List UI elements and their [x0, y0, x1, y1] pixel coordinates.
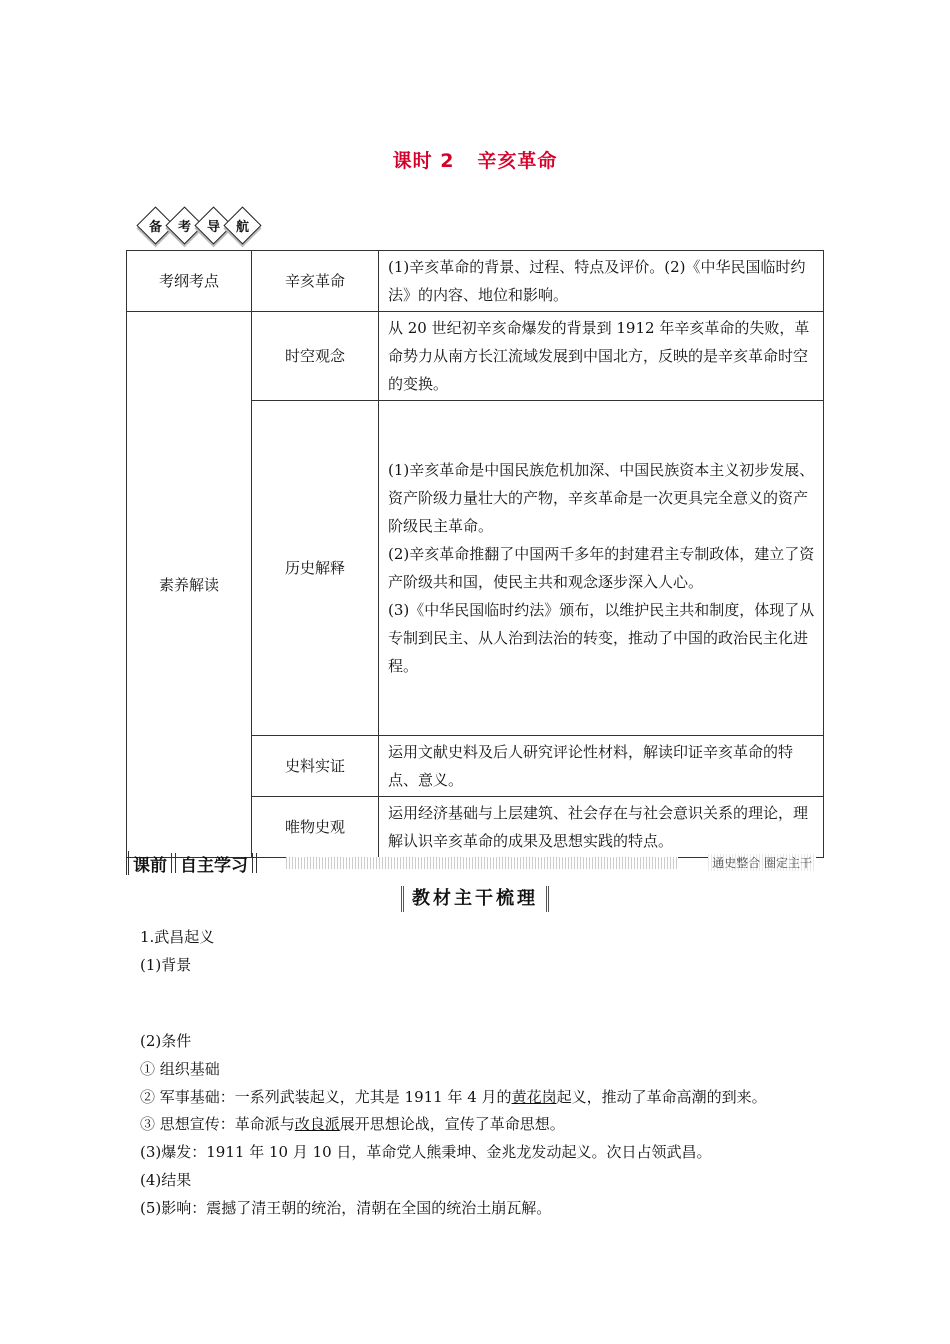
condition-organization: ① 组织基础 [140, 1060, 220, 1078]
badge-diamond: 导 [194, 206, 232, 244]
badge-diamond: 备 [136, 206, 174, 244]
section-divider [286, 857, 678, 869]
lesson-title [0, 146, 950, 173]
table-cell: 考纲考点 [127, 251, 252, 312]
item-impact: (5)影响：震撼了清王朝的统治，清朝在全国的统治土崩瓦解。 [140, 1199, 552, 1217]
group-label: 素养解读 [127, 312, 252, 858]
table-row [127, 312, 824, 401]
item-result: (4)结果 [140, 1171, 192, 1189]
explanation-line: (3)《中华民国临时约法》颁布，以维护民主共和制度，体现了从专制到民主、从人治到法治的转变，推动了中国的政治民主化进程。 [388, 601, 815, 675]
table-cell: 时空观念 [252, 312, 379, 401]
table-cell: 史料实证 [252, 736, 379, 797]
badge-diamond: 考 [165, 206, 203, 244]
underlined-term: 黄花岗 [511, 1088, 557, 1106]
condition-military: ② 军事基础：一系列武装起义，尤其是 1911 年 4 月的黄花岗起义，推动了革命高潮的到来。 [140, 1088, 767, 1106]
underlined-term: 改良派 [294, 1115, 340, 1133]
table-cell: 辛亥革命 [252, 251, 379, 312]
table-cell: 运用经济基础与上层建筑、社会存在与社会意识关系的理论，理解认识辛亥革命的成果及思想实践的特点。 [379, 797, 824, 858]
item-outbreak: (3)爆发：1911 年 10 月 10 日，革命党人熊秉坤、金兆龙发动起义。次日占领武昌。 [140, 1143, 712, 1161]
section-header [126, 851, 816, 877]
table-cell: 历史解释 [252, 401, 379, 736]
subheading: 教材主干梳理 [0, 886, 950, 912]
condition-ideology: ③ 思想宣传：革命派与改良派展开思想论战，宣传了革命思想。 [140, 1115, 565, 1133]
exam-guide-table [126, 250, 824, 858]
section-tagline: 通史整合 圈定主干 [708, 854, 816, 871]
table-cell: 运用文献史料及后人研究评论性材料，解读印证辛亥革命的特点、意义。 [379, 736, 824, 797]
explanation-line: (2)辛亥革命推翻了中国两千多年的封建君主专制政体，建立了资产阶级共和国，使民主共和观念逐步深入人心。 [388, 545, 815, 591]
item-conditions: (2)条件 [140, 1032, 192, 1050]
explanation-line: (1)辛亥革命是中国民族危机加深、中国民族资本主义初步发展、资产阶级力量壮大的产物，辛亥革命是一次更具完全意义的资产阶级民主革命。 [388, 461, 815, 535]
table-cell: 唯物史观 [252, 797, 379, 858]
item-background: (1)背景 [140, 956, 192, 974]
lesson-number: 课时 2 [392, 150, 455, 172]
section-label: 课前 自主学习 [126, 851, 261, 875]
exam-guide-badge [142, 210, 258, 240]
table-cell: 从 20 世纪初辛亥命爆发的背景到 1912 年辛亥革命的失败，革命势力从南方长江流域发展到中国北方，反映的是辛亥革命时空的变换。 [379, 312, 824, 401]
table-cell: (1)辛亥革命的背景、过程、特点及评价。(2)《中华民国临时约法》的内容、地位和影响。 [379, 251, 824, 312]
lesson-name: 辛亥革命 [477, 150, 558, 172]
table-row [127, 251, 824, 312]
table-cell [379, 401, 824, 736]
badge-diamond: 航 [223, 206, 261, 244]
heading-wuchang: 1.武昌起义 [140, 928, 215, 946]
